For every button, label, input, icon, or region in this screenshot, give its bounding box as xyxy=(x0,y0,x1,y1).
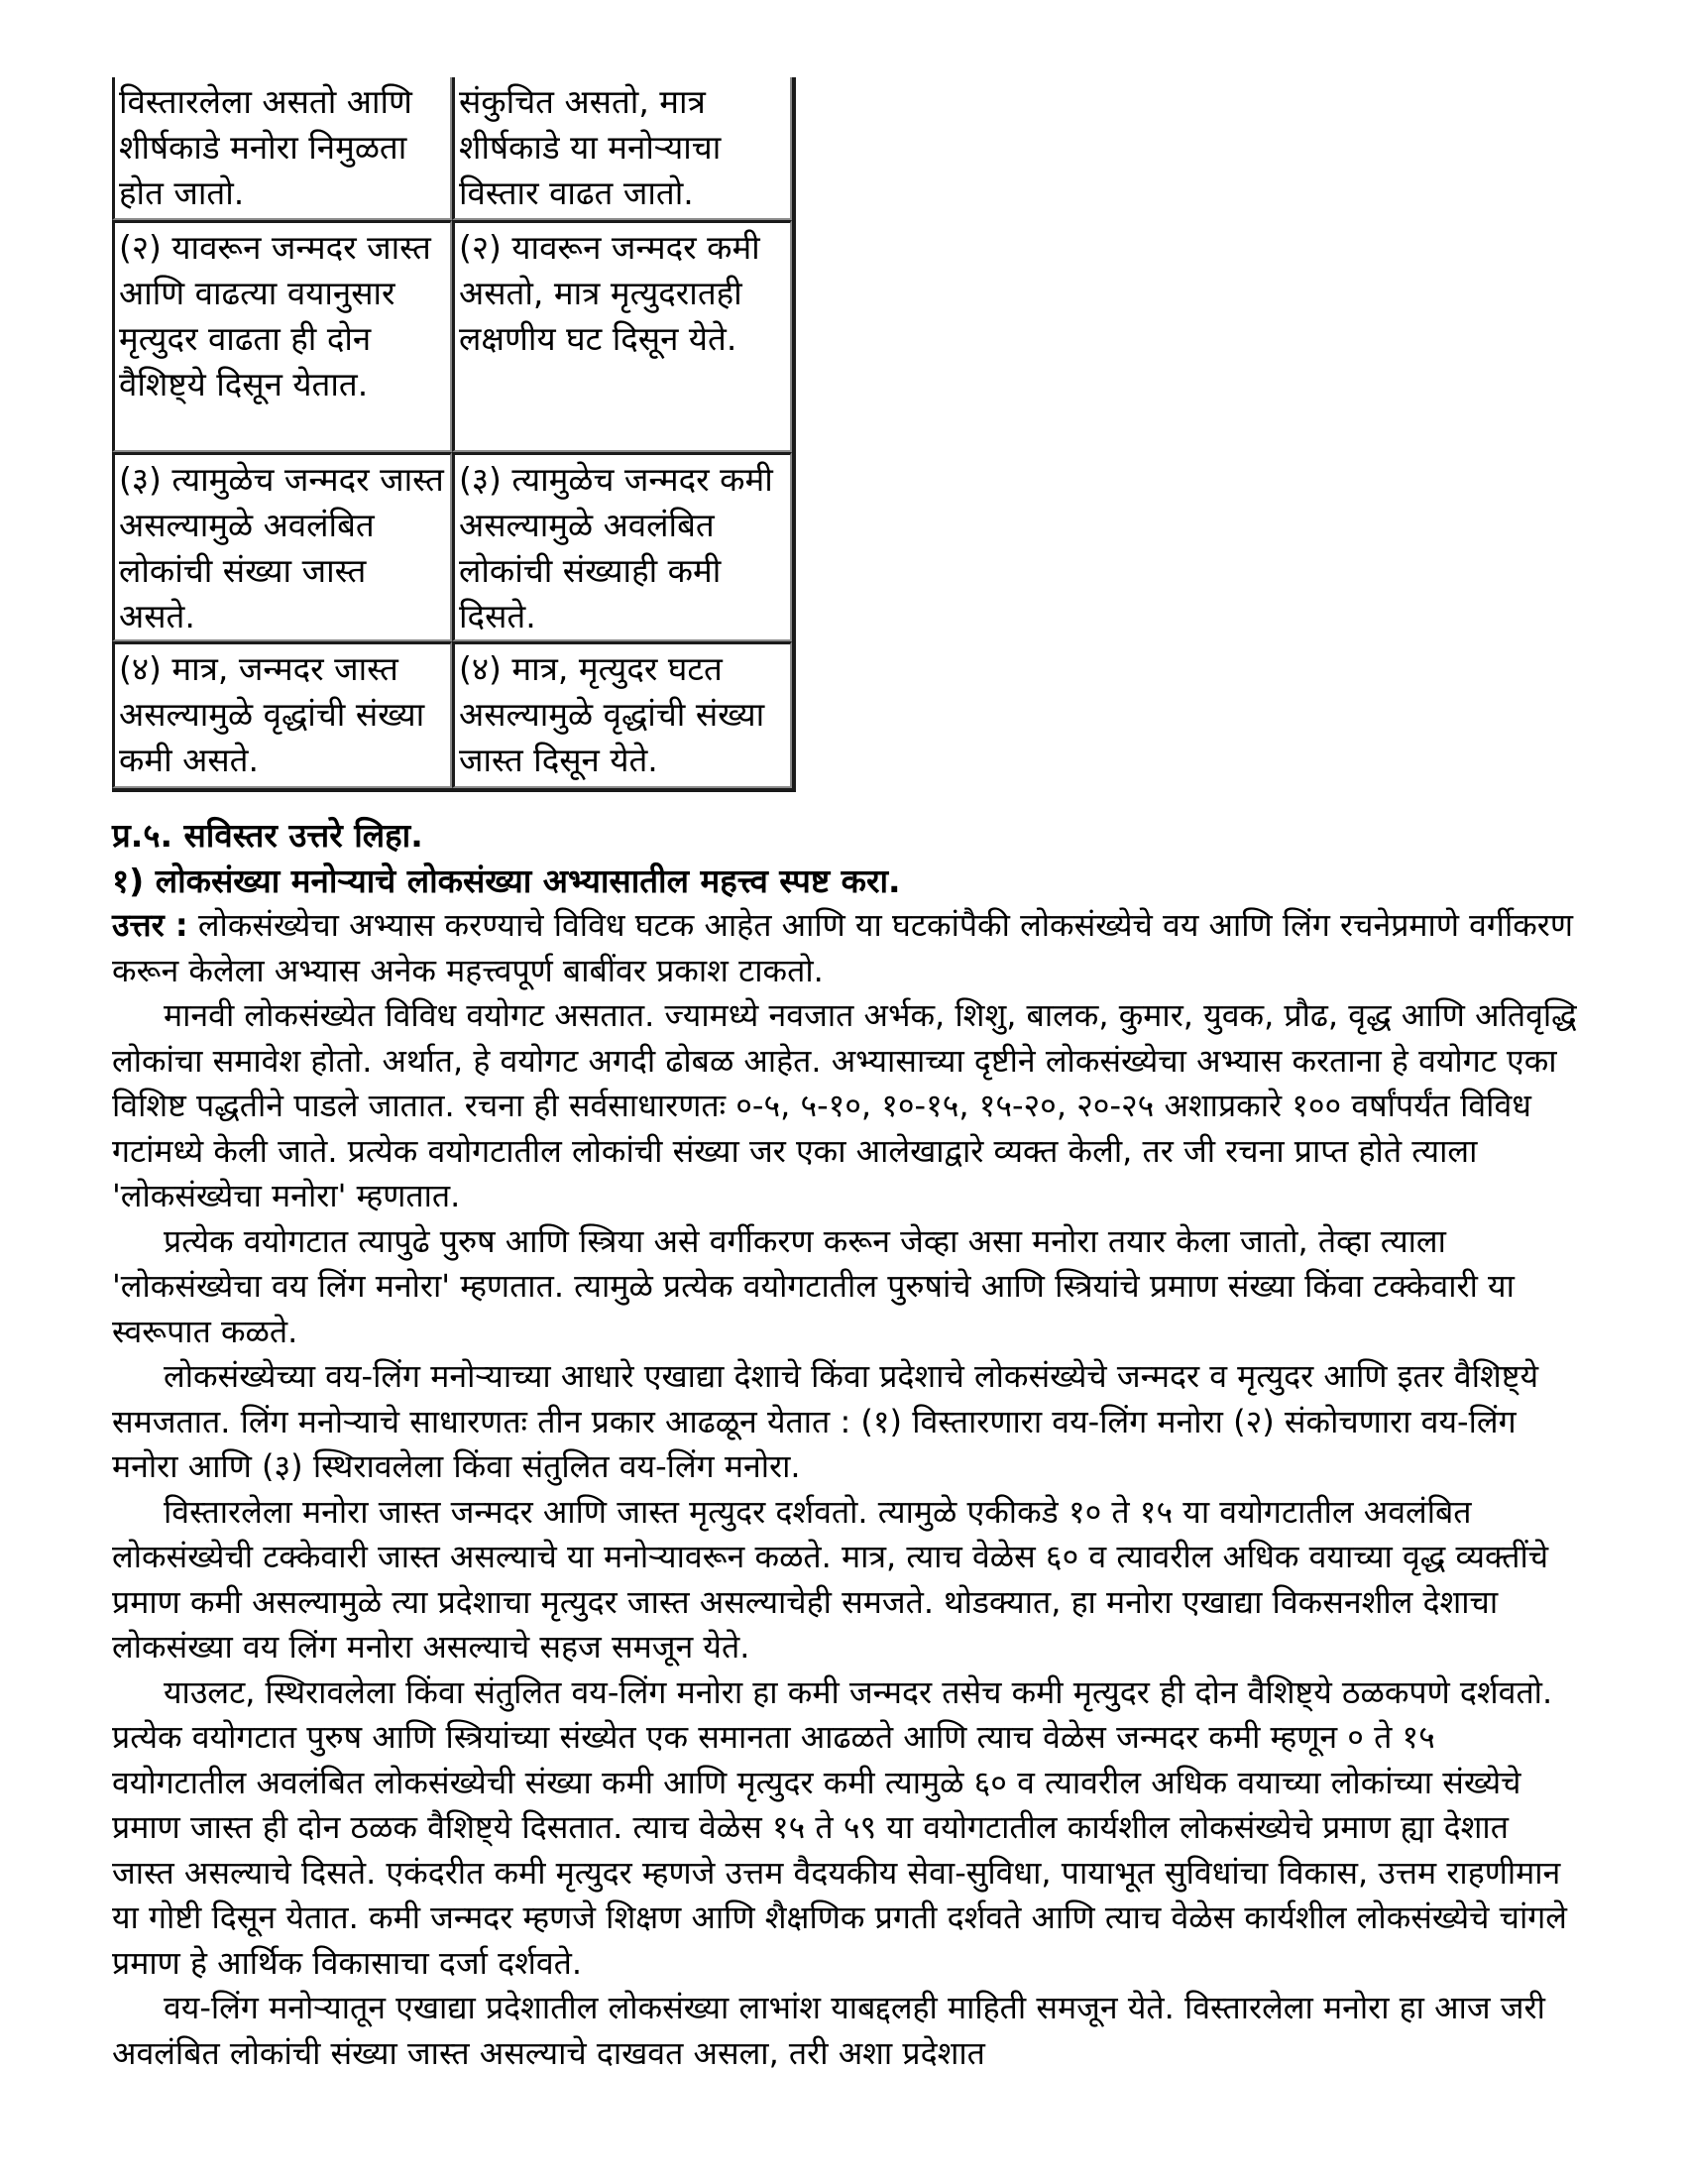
section-heading: प्र.५. सविस्तर उत्तरे लिहा. xyxy=(112,816,423,855)
table-cell-right: (२) यावरून जन्मदर कमी असतो, मात्र मृत्युदरातही लक्षणीय घट दिसून येते. xyxy=(452,220,792,452)
answer-intro-paragraph xyxy=(112,903,1579,993)
question-heading: १) लोकसंख्या मनोऱ्याचे लोकसंख्या अभ्यासातील महत्त्व स्पष्ट करा. xyxy=(112,861,901,900)
table-cell-right: संकुचित असतो, मात्र शीर्षकाडे या मनोऱ्याचा विस्तार वाढत जातो. xyxy=(452,77,792,220)
table-cell-right: (३) त्यामुळेच जन्मदर कमी असल्यामुळे अवलंबित लोकांची संख्याही कमी दिसते. xyxy=(452,452,792,641)
table-row xyxy=(112,220,792,452)
body-paragraph: वय-लिंग मनोऱ्यातून एखाद्या प्रदेशातील लोकसंख्या लाभांश याबद्दलही माहिती समजून येते. विस्तारलेला मनोरा हा आज जरी अवलंबित लोकांची संख्या जास्त असल्याचे दाखवत असला, तरी अशा प्रदेशात xyxy=(112,1989,1545,2072)
table-row xyxy=(112,641,792,788)
table-cell-right: (४) मात्र, मृत्युदर घटत असल्यामुळे वृद्धांची संख्या जास्त दिसून येते. xyxy=(452,641,792,788)
body-paragraph: लोकसंख्येच्या वय-लिंग मनोऱ्याच्या आधारे एखाद्या देशाचे किंवा प्रदेशाचे लोकसंख्येचे जन्मदर व मृत्युदर आणि इतर वैशिष्ट्ये समजतात. लिंग मनोऱ्याचे साधारणतः तीन प्रकार आढळून येतात : (१) विस्तारणारा वय-लिंग मनोरा (२) संकोचणारा वय-लिंग मनोरा आणि (३) स्थिरावलेला किंवा संतुलित वय-लिंग मनोरा. xyxy=(112,1357,1539,1485)
body-paragraph: विस्तारलेला मनोरा जास्त जन्मदर आणि जास्त मृत्युदर दर्शवतो. त्यामुळे एकीकडे १० ते १५ या वयोगटातील अवलंबित लोकसंख्येची टक्केवारी जास्त असल्याचे या मनोऱ्यावरून कळते. मात्र, त्याच वेळेस ६० व त्यावरील अधिक वयाच्या वृद्ध व्यक्तींचे प्रमाण कमी असल्यामुळे त्या प्रदेशाचा मृत्युदर जास्त असल्याचेही समजते. थोडक्यात, हा मनोरा एखाद्या विकसनशील देशाचा लोकसंख्या वय लिंग मनोरा असल्याचे सहज समजून येते. xyxy=(112,1492,1549,1666)
body-paragraph: मानवी लोकसंख्येत विविध वयोगट असतात. ज्यामध्ये नवजात अर्भक, शिशु, बालक, कुमार, युवक, प्रौढ, वृद्ध आणि अतिवृद्धि लोकांचा समावेश होतो. अर्थात, हे वयोगट अगदी ढोबळ आहेत. अभ्यासाच्या दृष्टीने लोकसंख्येचा अभ्यास करताना हे वयोगट एका विशिष्ट पद्धतीने पाडले जातात. रचना ही सर्वसाधारणतः ०-५, ५-१०, १०-१५, १५-२०, २०-२५ अशाप्रकारे १०० वर्षांपर्यंत विविध गटांमध्ये केली जाते. प्रत्येक वयोगटातील लोकांची संख्या जर एका आलेखाद्वारे व्यक्त केली, तर जी रचना प्राप्त होते त्याला 'लोकसंख्येचा मनोरा' म्हणतात. xyxy=(112,996,1577,1214)
answer-content xyxy=(112,813,1579,2076)
comparison-table xyxy=(112,77,796,792)
table-row xyxy=(112,77,792,220)
body-paragraph: याउलट, स्थिरावलेला किंवा संतुलित वय-लिंग मनोरा हा कमी जन्मदर तसेच कमी मृत्युदर ही दोन वैशिष्ट्ये ठळकपणे दर्शवतो. प्रत्येक वयोगटात पुरुष आणि स्त्रियांच्या संख्येत एक समानता आढळते आणि त्याच वेळेस जन्मदर कमी म्हणून ० ते १५ वयोगटातील अवलंबित लोकसंख्येची संख्या कमी आणि मृत्युदर कमी त्यामुळे ६० व त्यावरील अधिक वयाच्या लोकांच्या संख्येचे प्रमाण जास्त ही दोन ठळक वैशिष्ट्ये दिसतात. त्याच वेळेस १५ ते ५९ या वयोगटातील कार्यशील लोकसंख्येचे प्रमाण ह्या देशात जास्त असल्याचे दिसते. एकंदरीत कमी मृत्युदर म्हणजे उत्तम वैदयकीय सेवा-सुविधा, पायाभूत सुविधांचा विकास, उत्तम राहणीमान या गोष्टी दिसून येतात. कमी जन्मदर म्हणजे शिक्षण आणि शैक्षणिक प्रगती दर्शवते आणि त्याच वेळेस कार्यशील लोकसंख्येचे चांगले प्रमाण हे आर्थिक विकासाचा दर्जा दर्शवते. xyxy=(112,1672,1567,1982)
table-cell-left: (२) यावरून जन्मदर जास्त आणि वाढत्या वयानुसार मृत्युदर वाढता ही दोन वैशिष्ट्ये दिसून येतात. xyxy=(112,220,452,452)
answer-label: उत्तर : xyxy=(112,906,188,944)
answer-intro-text: लोकसंख्येचा अभ्यास करण्याचे विविध घटक आहेत आणि या घटकांपैकी लोकसंख्येचे वय आणि लिंग रचनेप्रमाणे वर्गीकरण करून केलेला अभ्यास अनेक महत्त्वपूर्ण बाबींवर प्रकाश टाकतो. xyxy=(112,906,1574,989)
table-cell-left: (४) मात्र, जन्मदर जास्त असल्यामुळे वृद्धांची संख्या कमी असते. xyxy=(112,641,452,788)
body-paragraph: प्रत्येक वयोगटात त्यापुढे पुरुष आणि स्त्रिया असे वर्गीकरण करून जेव्हा असा मनोरा तयार केला जातो, तेव्हा त्याला 'लोकसंख्येचा वय लिंग मनोरा' म्हणतात. त्यामुळे प्रत्येक वयोगटातील पुरुषांचे आणि स्त्रियांचे प्रमाण संख्या किंवा टक्केवारी या स्वरूपात कळते. xyxy=(112,1221,1515,1350)
table-cell-left: विस्तारलेला असतो आणि शीर्षकाडे मनोरा निमुळता होत जातो. xyxy=(112,77,452,220)
table-row xyxy=(112,452,792,641)
table-cell-left: (३) त्यामुळेच जन्मदर जास्त असल्यामुळे अवलंबित लोकांची संख्या जास्त असते. xyxy=(112,452,452,641)
